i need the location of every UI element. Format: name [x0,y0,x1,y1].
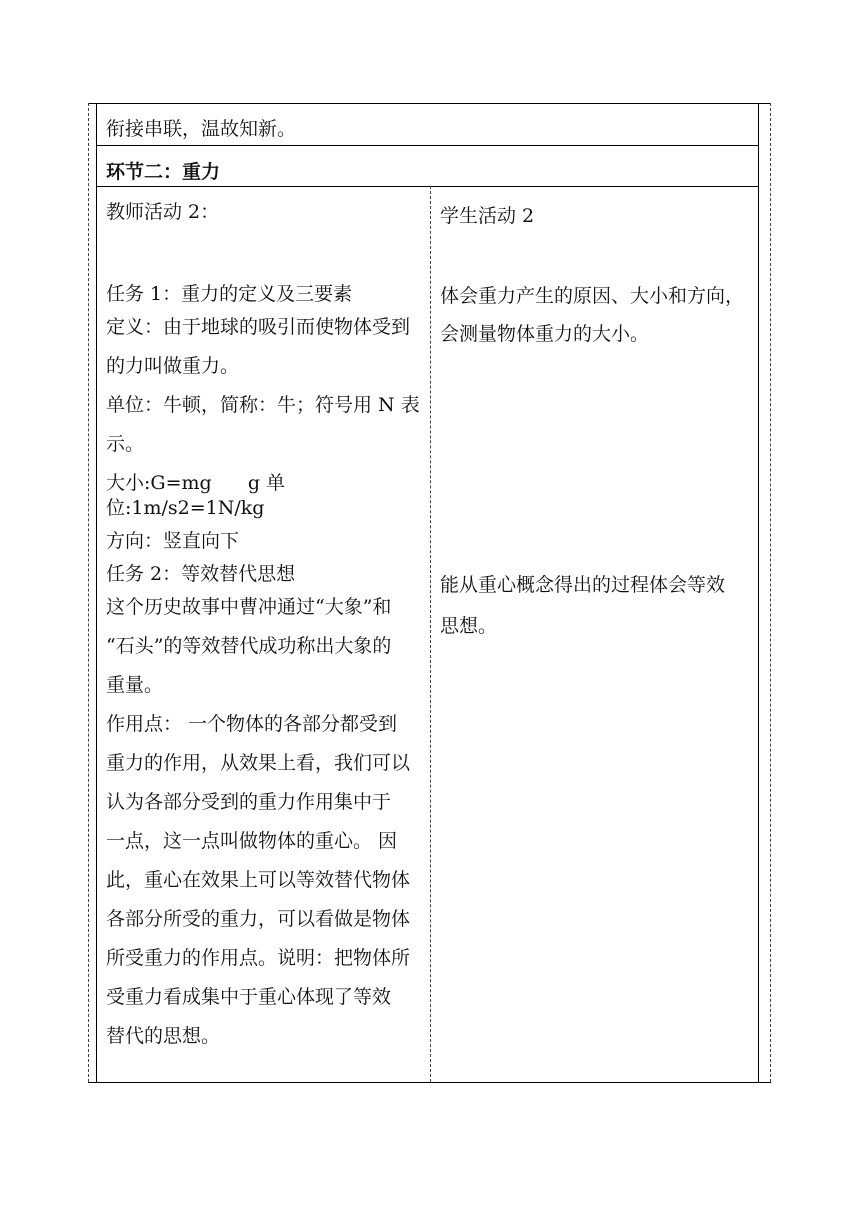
student-goal-line-1: 体会重力产生的原因、大小和方向， [440,285,745,307]
section-heading: 环节二：重力 [106,161,221,183]
point-line-9: 替代的思想。 [106,1025,221,1047]
point-line-2: 重力的作用，从效果上看，我们可以 [106,752,411,774]
magnitude-line: 大小:G=mg g 单位:1m/s2=1N/kg [106,472,286,519]
point-line-8: 受重力看成集中于重心体现了等效 [106,986,392,1008]
teacher-activity-title: 教师活动 2： [106,201,220,223]
teacher-column [106,200,428,1049]
student-equivalence-line-1: 能从重心概念得出的过程体会等效 [440,574,726,596]
story-line-2: “石头”的等效替代成功称出大象的 [106,635,392,657]
point-line-5: 此，重心在效果上可以等效替代物体 [106,869,411,891]
student-activity-title: 学生活动 2 [440,205,535,227]
point-line-7: 所受重力的作用点。说明：把物体所 [106,947,411,969]
row-divider-2 [96,186,759,187]
unit-line-1: 单位：牛顿，简称：牛；符号用 N 表 [106,394,420,416]
row-divider-1 [96,145,759,146]
point-line-6: 各部分所受的重力，可以看做是物体 [106,908,411,930]
task-2-title: 任务 2：等效替代思想 [106,563,296,585]
table-border-right [758,103,759,1082]
row-1-text: 衔接串联，温故知新。 [106,118,297,140]
outer-dashed-right [770,103,771,1082]
story-line-1: 这个历史故事中曹冲通过“大象”和 [106,596,392,618]
point-line-4: 一点，这一点叫做物体的重心。 因 [106,830,398,852]
point-line-1: 作用点： 一个物体的各部分都受到 [106,713,398,735]
definition-line-2: 的力叫做重力。 [106,355,240,377]
table-border-bottom [88,1082,771,1083]
table-border-top [88,103,771,104]
story-line-3: 重量。 [106,674,164,696]
definition-line-1: 定义：由于地球的吸引而使物体受到 [106,316,411,338]
spacer [106,225,428,264]
outer-dashed-left [88,103,89,1082]
column-divider [430,186,431,1082]
spacer [106,264,428,266]
table-border-left [96,103,97,1082]
unit-line-2: 示。 [106,433,145,455]
student-goal-line-2: 会测量物体重力的大小。 [440,323,650,345]
point-line-3: 认为各部分受到的重力作用集中于 [106,791,392,813]
student-equivalence-line-2: 思想。 [440,615,498,637]
direction-line: 方向：竖直向下 [106,530,240,552]
task-1-title: 任务 1：重力的定义及三要素 [106,283,353,305]
